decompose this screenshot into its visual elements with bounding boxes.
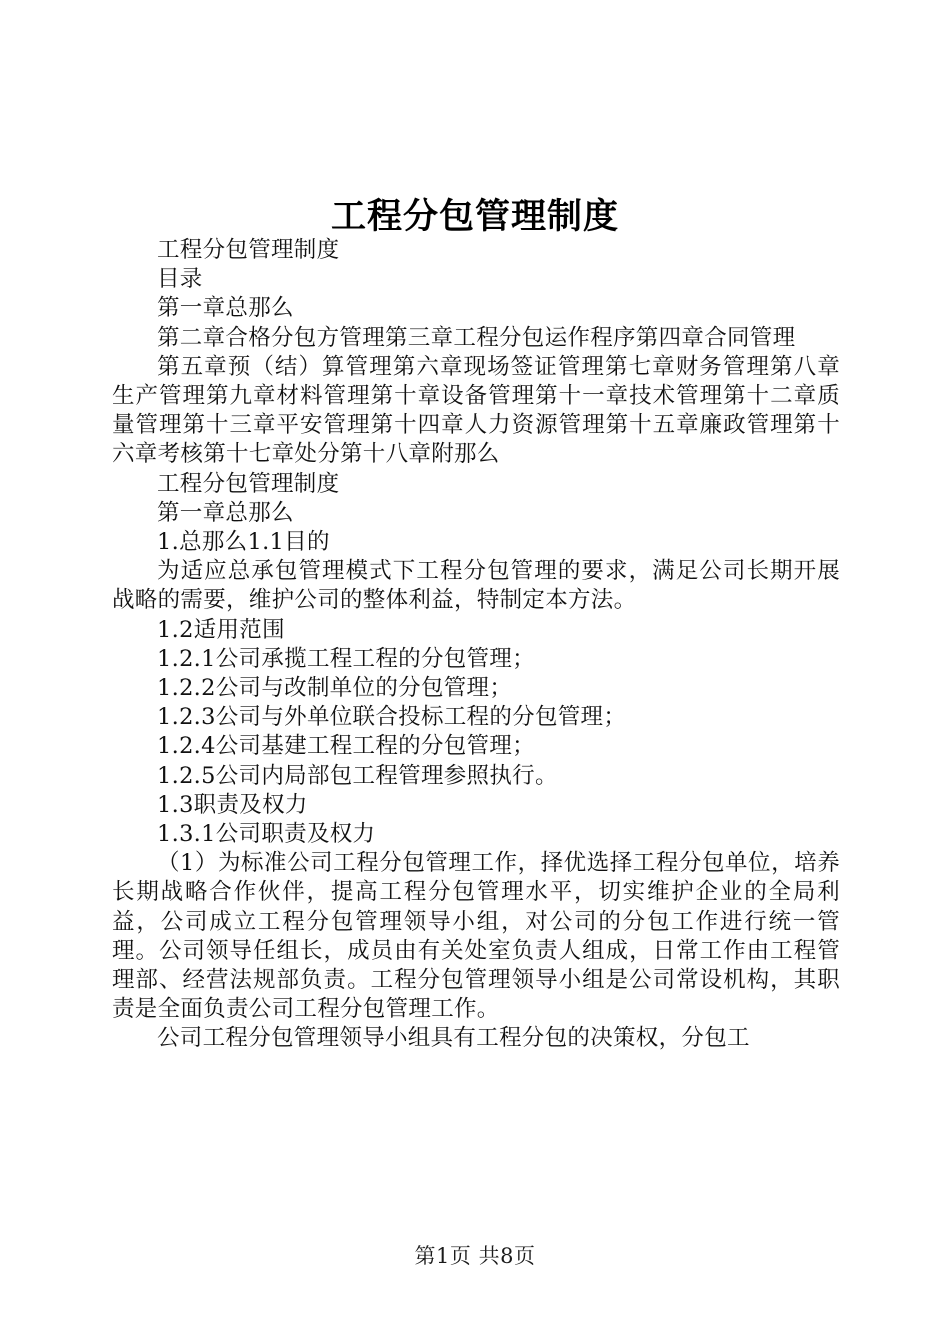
paragraph: 1.3.1公司职责及权力 xyxy=(157,821,376,848)
paragraph: 1.总那么1.1目的 xyxy=(157,529,330,556)
paragraph: （1）为标准公司工程分包管理工作，择优选择工程分包单位，培养长期战略合作伙伴，提高工程分包管理水平，切实维护企业的全局利益，公司成立工程分包管理领导小组，对公司的分包工作进行统一管理。公司领导任组长，成员由有关处室负责人组成，日常工作由工程管理部、经营法规部负责。工程分包管理领导小组是公司常设机构，其职责是全面负责公司工程分包管理工作。 xyxy=(112,850,840,1023)
paragraph: 工程分包管理制度 xyxy=(157,470,340,497)
paragraph: 第二章合格分包方管理第三章工程分包运作程序第四章合同管理 xyxy=(157,324,796,351)
paragraph: 1.2.5公司内局部包工程管理参照执行。 xyxy=(157,762,558,789)
paragraph: 1.2.1公司承揽工程工程的分包管理； xyxy=(157,645,535,672)
paragraph: 1.2.2公司与改制单位的分包管理； xyxy=(157,675,513,702)
paragraph: 1.3职责及权力 xyxy=(157,791,308,818)
paragraph: 第一章总那么 xyxy=(157,499,294,526)
paragraph: 1.2.3公司与外单位联合投标工程的分包管理； xyxy=(157,704,627,731)
page-title: 工程分包管理制度 xyxy=(330,197,619,238)
paragraph: 公司工程分包管理领导小组具有工程分包的决策权，分包工 xyxy=(157,1025,750,1052)
document-body xyxy=(112,236,840,1054)
paragraph: 1.2.4公司基建工程工程的分包管理； xyxy=(157,733,535,760)
paragraph: 工程分包管理制度 xyxy=(157,237,340,263)
paragraph: 目录 xyxy=(157,266,203,293)
page-footer: 第1页 共8页 xyxy=(414,1244,536,1268)
paragraph: 1.2适用范围 xyxy=(157,616,285,643)
paragraph: 第一章总那么 xyxy=(157,295,294,322)
paragraph: 为适应总承包管理模式下工程分包管理的要求，满足公司长期开展战略的需要，维护公司的整体利益，特制定本方法。 xyxy=(112,558,840,614)
paragraph: 第五章预（结）算管理第六章现场签证管理第七章财务管理第八章生产管理第九章材料管理第十章设备管理第十一章技术管理第十二章质量管理第十三章平安管理第十四章人力资源管理第十五章廉政管理第十六章考核第十七章处分第十八章附那么 xyxy=(112,353,840,468)
